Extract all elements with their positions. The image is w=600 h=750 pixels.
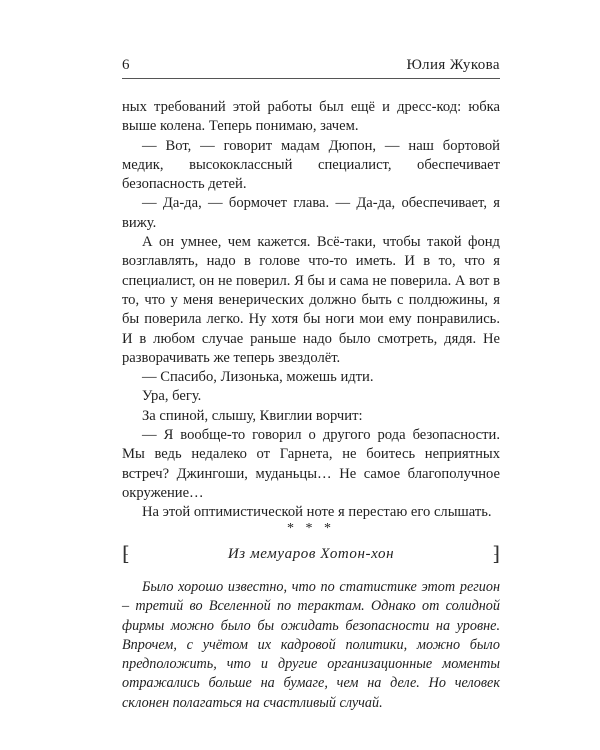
- paragraph-1: ных требований этой работы был ещё и дресс-код: юбка выше колена. Теперь понимаю, зачем.: [122, 99, 500, 135]
- heading-ornament-right: ⁆: [492, 543, 500, 565]
- section-divider: * * *: [287, 521, 335, 536]
- paragraph-3: — Да-да, — бормочет глава. — Да-да, обеспечивает, я вижу.: [122, 195, 500, 231]
- body-text: [122, 98, 500, 523]
- page-number: 6: [122, 57, 130, 73]
- paragraph-5: — Спасибо, Лизонька, можешь идти.: [142, 369, 374, 386]
- paragraph-6: Ура, бегу.: [142, 388, 202, 405]
- section-heading: [122, 543, 500, 565]
- page-header: [122, 56, 500, 80]
- memoir-excerpt: [122, 578, 500, 713]
- memoir-paragraph: Было хорошо известно, что по статистике этот регион – третий во Вселенной по терактам. Однако от солидной фирмы можно было бы ожидать безопасности на уровне. Впрочем, с учётом их кадровой политики, можно было предположить, что и другие организационные моменты отражались больше на бумаге, чем на деле. Но человек склонен полагаться на счастливый случай.: [122, 579, 500, 711]
- paragraph-4: А он умнее, чем кажется. Всё-таки, чтобы такой фонд возглавлять, надо в голове что-то иметь. И в то, что я специалист, он не поверил. Я бы и сама не поверила. А вот в то, что у меня венерических должно быть с полдюжины, я бы поверила легко. Ну хотя бы ноги мои ему понравились. И в любом случае раньше надо было смотреть, дядя. Не разворачивать же теперь звездолёт.: [122, 234, 500, 366]
- section-title: Из мемуаров Хотон-хон: [227, 546, 395, 562]
- header-rule: [122, 78, 500, 79]
- paragraph-7: За спиной, слышу, Квиглии ворчит:: [142, 407, 363, 424]
- paragraph-8: — Я вообще-то говорил о другого рода безопасности. Мы ведь недалеко от Гарнета, не боитесь неприятных встреч? Джингоши, муданьцы… Не самое благополучное окружение…: [122, 427, 500, 501]
- heading-ornament-left: ⁅: [122, 543, 130, 565]
- paragraph-2: — Вот, — говорит мадам Дюпон, — наш бортовой медик, высококлассный специалист, обеспечивает безопасность детей.: [122, 137, 500, 193]
- paragraph-9: На этой оптимистической ноте я перестаю его слышать.: [142, 504, 492, 521]
- running-head-author: Юлия Жукова: [406, 57, 500, 73]
